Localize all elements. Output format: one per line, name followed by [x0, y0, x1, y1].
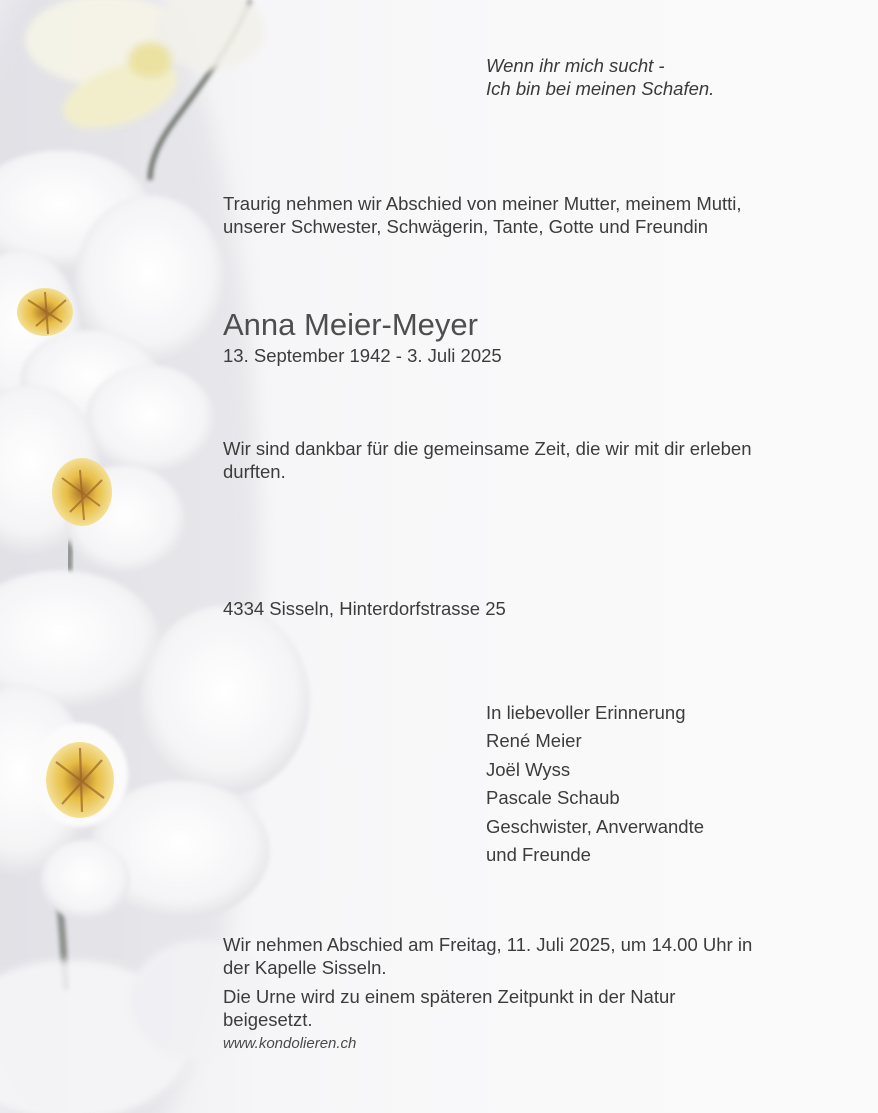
urn-line: beigesetzt.	[223, 1009, 313, 1030]
mourner-name: René Meier	[486, 730, 582, 752]
urn-info	[223, 985, 675, 1031]
motto-line: Ich bin bei meinen Schafen.	[486, 78, 715, 99]
intro-text	[223, 192, 742, 238]
address: 4334 Sisseln, Hinterdorfstrasse 25	[223, 598, 506, 619]
thanks-line: durften.	[223, 461, 286, 482]
ceremony-line: der Kapelle Sisseln.	[223, 957, 387, 978]
thanks-text	[223, 437, 752, 483]
life-dates: 13. September 1942 - 3. Juli 2025	[223, 345, 502, 366]
urn-line: Die Urne wird zu einem späteren Zeitpunkt in der Natur	[223, 986, 676, 1007]
orchid-flower	[0, 570, 310, 920]
mourner-name: Pascale Schaub	[486, 787, 620, 809]
mourners-heading: In liebevoller Erinnerung	[486, 702, 686, 723]
intro-line: unserer Schwester, Schwägerin, Tante, Gotte und Freundin	[223, 216, 709, 237]
mourners-list	[486, 699, 704, 869]
mourner-name: und Freunde	[486, 844, 591, 866]
mourner-name: Geschwister, Anverwandte	[486, 815, 704, 837]
motto-verse	[486, 54, 714, 100]
website-link[interactable]: www.kondolieren.ch	[223, 1035, 357, 1052]
ceremony-line: Wir nehmen Abschied am Freitag, 11. Juli 2025, um 14.00 Uhr in	[223, 934, 753, 955]
mourner-name: Joël Wyss	[486, 758, 571, 780]
deceased-name: Anna Meier-Meyer	[223, 307, 478, 342]
motto-line: Wenn ihr mich sucht -	[486, 55, 665, 76]
intro-line: Traurig nehmen wir Abschied von meiner Mutter, meinem Mutti,	[223, 193, 742, 214]
thanks-line: Wir sind dankbar für die gemeinsame Zeit, die wir mit dir erleben	[223, 438, 752, 459]
ceremony-info	[223, 933, 752, 979]
